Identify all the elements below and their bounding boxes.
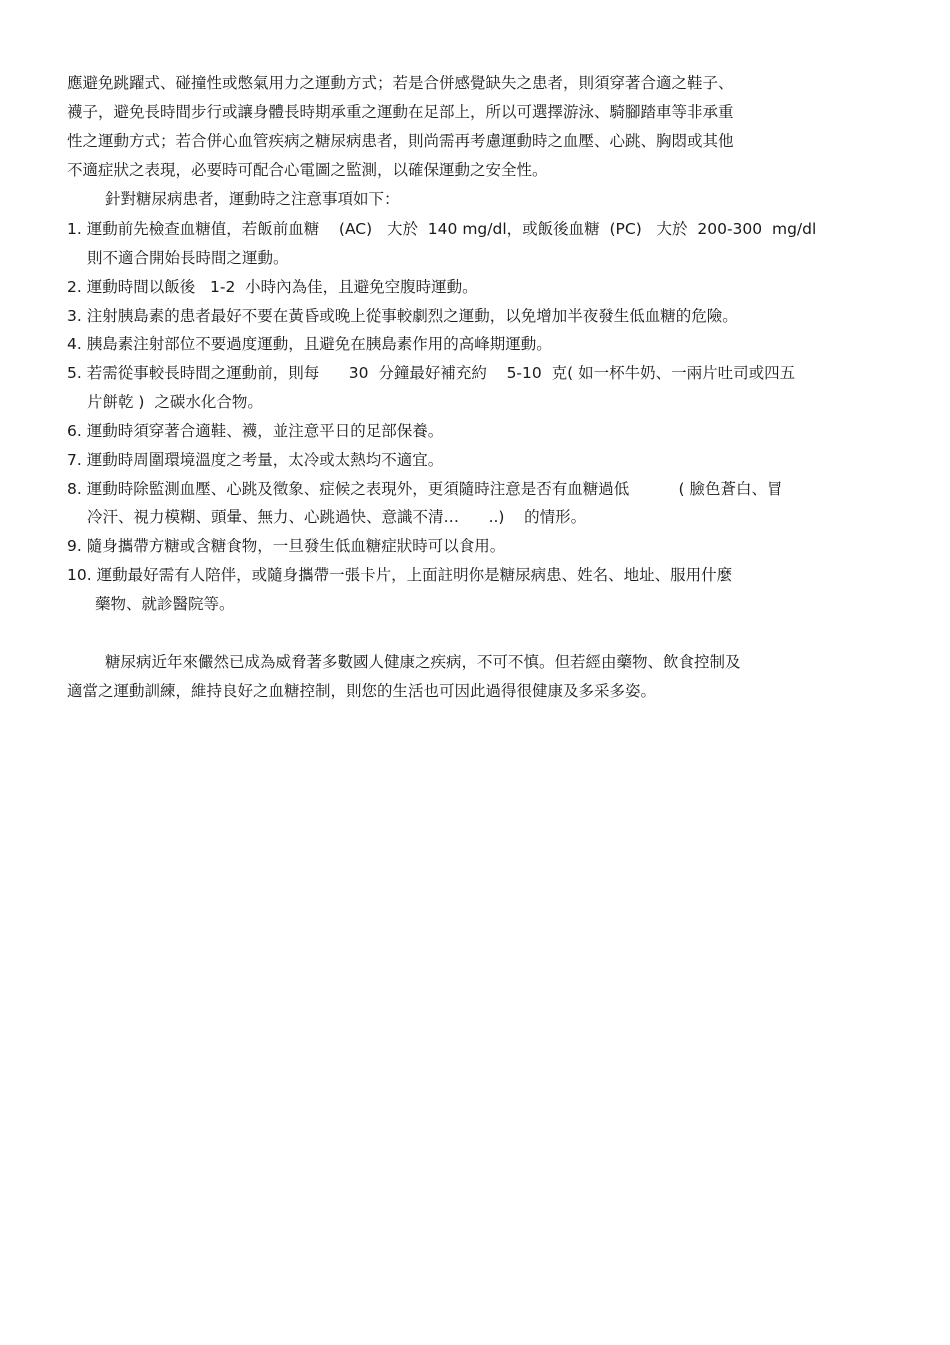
list-item-8: 8. 運動時除監測血壓、心跳及徵象、症候之表現外，更須隨時注意是否有血糖過低 ( 臉色蒼白、冒 [67,480,783,498]
list-item-7: 7. 運動時周圍環境溫度之考量，太冷或太熱均不適宜。 [67,451,444,469]
intro-line: 應避免跳躍式、碰撞性或憋氣用力之運動方式；若是合併感覺缺失之患者，則須穿著合適之鞋子、 [67,74,734,92]
intro-line: 不適症狀之表現，必要時可配合心電圖之監測，以確保運動之安全性。 [67,161,548,179]
list-item-9: 9. 隨身攜帶方糖或含糖食物，一旦發生低血糖症狀時可以食用。 [67,537,506,555]
list-item-1-continuation: 則不適合開始長時間之運動。 [87,249,289,267]
list-item-2: 2. 運動時間以飯後 1-2 小時內為佳，且避免空腹時運動。 [67,278,478,296]
intro-line: 性之運動方式；若合併心血管疾病之糖尿病患者，則尚需再考慮運動時之血壓、心跳、胸悶或其他 [67,132,734,150]
list-item-3: 3. 注射胰島素的患者最好不要在黃昏或晚上從事較劇烈之運動，以免增加半夜發生低血糖的危險。 [67,307,738,325]
list-item-1: 1. 運動前先檢查血糖值，若飯前血糖 (AC) 大於 140 mg/dl，或飯後血糖 (PC) 大於 200-300 mg/dl [67,220,817,238]
closing-line: 糖尿病近年來儼然已成為威脅著多數國人健康之疾病，不可不慎。但若經由藥物、飲食控制及 [105,653,741,671]
list-item-6: 6. 運動時須穿著合適鞋、襪，並注意平日的足部保養。 [67,422,444,440]
list-item-10: 10. 運動最好需有人陪伴，或隨身攜帶一張卡片，上面註明你是糖尿病患、姓名、地址、服用什麼 [67,566,733,584]
list-heading: 針對糖尿病患者，運動時之注意事項如下： [105,190,400,208]
closing-line: 適當之運動訓練，維持良好之血糖控制，則您的生活也可因此過得很健康及多采多姿。 [67,682,657,700]
list-item-8-continuation: 冷汗、視力模糊、頭暈、無力、心跳過快、意識不清… ..) 的情形。 [87,508,587,526]
list-item-10-continuation: 藥物、就診醫院等。 [95,595,235,613]
intro-line: 襪子，避免長時間步行或讓身體長時期承重之運動在足部上，所以可選擇游泳、騎腳踏車等非承重 [67,103,734,121]
list-item-4: 4. 胰島素注射部位不要過度運動，且避免在胰島素作用的高峰期運動。 [67,335,552,353]
list-item-5-continuation: 片餅乾 ) 之碳水化合物。 [87,393,263,411]
list-item-5: 5. 若需從事較長時間之運動前，則每 30 分鐘最好補充約 5-10 克( 如一杯牛奶、一兩片吐司或四五 [67,364,796,382]
